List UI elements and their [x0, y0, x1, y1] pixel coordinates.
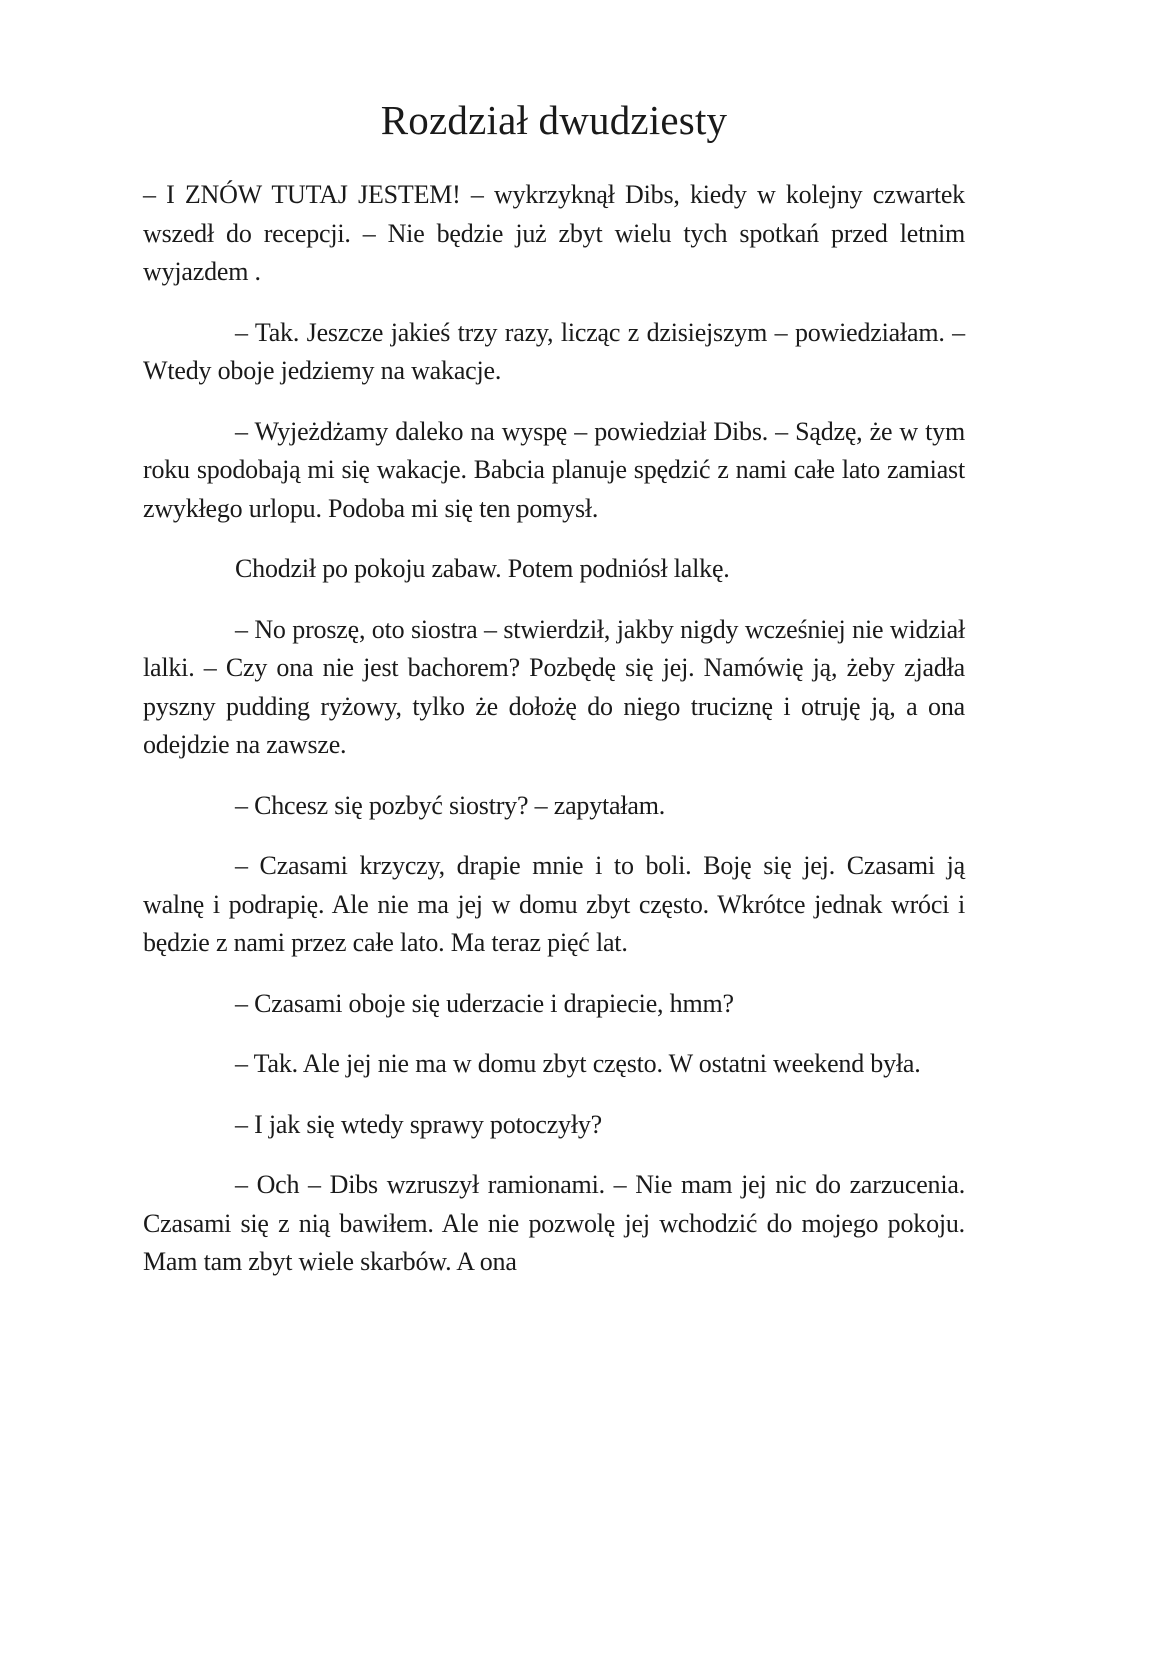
- document-page: [143, 90, 965, 1304]
- paragraph: – Tak. Jeszcze jakieś trzy razy, licząc z dzisiejszym – powiedziałam. – Wtedy oboje jedziemy na wakacje.: [143, 317, 965, 385]
- paragraph: – Czasami krzyczy, drapie mnie i to boli. Boję się jej. Czasami ją walnę i podrapię. Ale nie ma jej w domu zbyt często. Wkrótce jednak wróci i będzie z nami przez całe lato. Ma teraz pięć lat.: [143, 851, 965, 957]
- paragraph: – Tak. Ale jej nie ma w domu zbyt często. W ostatni weekend była.: [235, 1049, 921, 1078]
- paragraph: – Chcesz się pozbyć siostry? – zapytałam.: [235, 790, 666, 820]
- paragraph: – No proszę, oto siostra – stwierdził, jakby nigdy wcześniej nie widział lalki. – Czy ona nie jest bachorem? Pozbędę się jej. Namówię ją, żeby zjadła pyszny pudding ryżowy, tylko że dołożę do niego truciznę i otruję ją, a ona odejdzie na zawsze.: [143, 614, 965, 759]
- paragraph: – Czasami oboje się uderzacie i drapiecie, hmm?: [235, 988, 734, 1018]
- chapter-title: Rozdział dwudziesty: [380, 97, 728, 143]
- paragraph: Chodził po pokoju zabaw. Potem podniósł lalkę.: [235, 554, 730, 583]
- paragraph: – Och – Dibs wzruszył ramionami. – Nie mam jej nic do zarzucenia. Czasami się z nią bawiłem. Ale nie pozwolę jej wchodzić do mojego pokoju. Mam tam zbyt wiele skarbów. A ona: [143, 1170, 965, 1276]
- paragraph: – I ZNÓW TUTAJ JESTEM! – wykrzyknął Dibs, kiedy w kolejny czwartek wszedł do recepcji. – Nie będzie już zbyt wielu tych spotkań przed letnim wyjazdem .: [143, 180, 965, 286]
- paragraph: – I jak się wtedy sprawy potoczyły?: [235, 1109, 603, 1139]
- paragraph: – Wyjeżdżamy daleko na wyspę – powiedział Dibs. – Sądzę, że w tym roku spodobają mi się wakacje. Babcia planuje spędzić z nami całe lato zamiast zwykłego urlopu. Podoba mi się ten pomysł.: [143, 416, 965, 523]
